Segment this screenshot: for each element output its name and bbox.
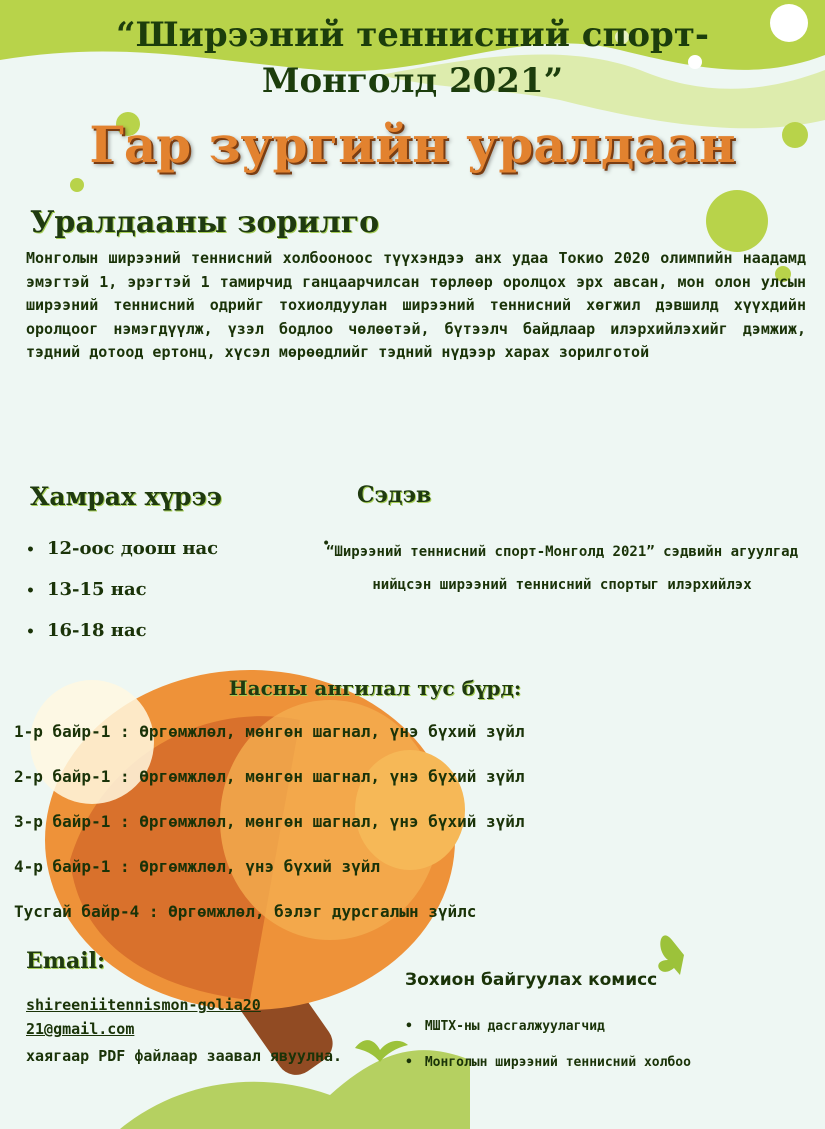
scope-heading: Хамрах хүрээ xyxy=(30,482,222,511)
goal-text: Монголын ширээний теннисний холбооноос түүхэндээ анх удаа Токио 2020 олимпийн наадамд эмэгтэй 1, эрэгтэй 1 тамирчид ганцаарчилсан төрлөөр оролцох эрх авсан, мон олон улсын ширээний теннисний одрийг тохиолдуулан ширээний теннисний хөгжил дэвшилд хүүхдийн оролцоог нэмэгдүүлж, үзэл бодлоо чөлөөтэй, бүтээлч байдлаар илэрхийлэхийг дэмжиж, тэдний дотоод ертонц, хүсэл мөрөөдлийг тэдний нүдээр харах зорилготой xyxy=(26,249,806,361)
dot-decoration xyxy=(782,122,808,148)
list-item: • 12-оос доош нас xyxy=(26,538,219,559)
age-category-heading: Насны ангилал тус бүрд: xyxy=(228,676,522,700)
prize-item: 1-р байр-1 : Өргөмжлөл, мөнгөн шагнал, үнэ бүхий зүйл xyxy=(14,722,525,741)
organizers-list xyxy=(405,1012,795,1084)
organizer-item: Монголын ширээний теннисний холбоо xyxy=(424,1055,691,1070)
list-item: • МШТХ-ны дасгалжуулагчид xyxy=(405,1019,605,1034)
goal-heading: Уралдааны зорилго xyxy=(30,205,380,240)
scope-item: 16-18 нас xyxy=(46,620,147,641)
email-link[interactable]: shireeniitennismon-golia2021@gmail.com xyxy=(26,996,261,1038)
organizers-heading: Зохион байгуулах комисс xyxy=(405,970,658,990)
dot-decoration xyxy=(706,190,768,252)
scope-item: 13-15 нас xyxy=(46,579,147,600)
butterfly-icon xyxy=(658,935,684,975)
prize-item: 2-р байр-1 : Өргөмжлөл, мөнгөн шагнал, үнэ бүхий зүйл xyxy=(14,767,525,786)
prize-item: 3-р байр-1 : Өргөмжлөл, мөнгөн шагнал, үнэ бүхий зүйл xyxy=(14,812,525,831)
prize-list xyxy=(14,722,525,947)
scope-item: 12-оос доош нас xyxy=(46,538,219,559)
poster-title: “Ширээний теннисний спорт-Монголд 2021” xyxy=(116,15,709,101)
theme-bullet: • xyxy=(322,536,331,552)
list-item: • Монголын ширээний теннисний холбоо xyxy=(405,1055,691,1070)
prize-item: 4-р байр-1 : Өргөмжлөл, үнэ бүхий зүйл xyxy=(14,857,381,876)
email-note: хаягаар PDF файлаар заавал явуулна. xyxy=(26,1047,343,1065)
theme-heading: Сэдэв xyxy=(357,482,432,508)
theme-text: “Ширээний теннисний спорт-Монголд 2021” сэдвийн агуулгад нийцсэн ширээний теннисний спортыг илэрхийлэх xyxy=(325,544,798,593)
scope-list xyxy=(26,538,218,661)
poster-subtitle: Гар зургийн уралдаан xyxy=(89,115,736,174)
email-heading: Email: xyxy=(26,948,106,974)
organizer-item: МШТХ-ны дасгалжуулагчид xyxy=(424,1019,605,1034)
dot-decoration xyxy=(70,178,84,192)
list-item: • 13-15 нас xyxy=(26,579,147,600)
list-item: • 16-18 нас xyxy=(26,620,147,641)
prize-item: Тусгай байр-4 : Өргөмжлөл, бэлэг дурсгалын зүйлс xyxy=(14,902,477,921)
